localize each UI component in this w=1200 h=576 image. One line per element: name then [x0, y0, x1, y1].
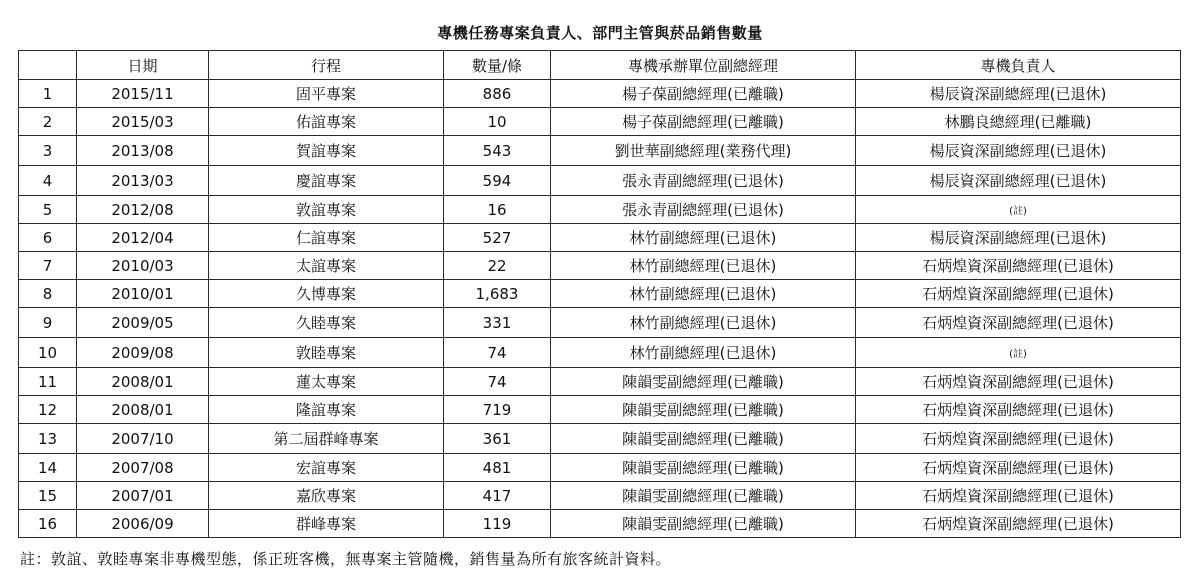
header-charter-lead: 專機負責人	[856, 51, 1181, 80]
date-cell: 2013/08	[77, 136, 209, 166]
quantity-cell: 119	[444, 510, 551, 538]
trip-cell: 嘉欣專案	[209, 482, 444, 510]
date-cell: 2012/04	[77, 224, 209, 252]
vice-president-cell: 陳韻雯副總經理(已離職)	[551, 482, 856, 510]
charter-lead-cell: 楊辰資深副總經理(已退休)	[856, 136, 1181, 166]
date-cell: 2009/05	[77, 308, 209, 338]
row-index-cell: 5	[19, 196, 77, 224]
date-cell: 2013/03	[77, 166, 209, 196]
charter-lead-cell: 林鵬良總經理(已離職)	[856, 108, 1181, 136]
charter-lead-cell: 楊辰資深副總經理(已退休)	[856, 224, 1181, 252]
table-row	[19, 510, 1181, 538]
vice-president-cell: 林竹副總經理(已退休)	[551, 280, 856, 308]
trip-cell: 久睦專案	[209, 308, 444, 338]
header-date: 日期	[77, 51, 209, 80]
date-cell: 2008/01	[77, 396, 209, 424]
quantity-cell: 886	[444, 80, 551, 108]
quantity-cell: 16	[444, 196, 551, 224]
quantity-cell: 719	[444, 396, 551, 424]
table-row	[19, 454, 1181, 482]
charter-lead-cell: 石炳煌資深副總經理(已退休)	[856, 368, 1181, 396]
vice-president-cell: 陳韻雯副總經理(已離職)	[551, 454, 856, 482]
row-index-cell: 14	[19, 454, 77, 482]
date-cell: 2007/08	[77, 454, 209, 482]
date-cell: 2007/01	[77, 482, 209, 510]
charter-lead-cell: (註)	[856, 338, 1181, 368]
table-row	[19, 224, 1181, 252]
row-index-cell: 15	[19, 482, 77, 510]
row-index-cell: 6	[19, 224, 77, 252]
vice-president-cell: 陳韻雯副總經理(已離職)	[551, 368, 856, 396]
row-index-cell: 2	[19, 108, 77, 136]
vice-president-cell: 劉世華副總經理(業務代理)	[551, 136, 856, 166]
date-cell: 2015/11	[77, 80, 209, 108]
quantity-cell: 74	[444, 368, 551, 396]
vice-president-cell: 楊子葆副總經理(已離職)	[551, 80, 856, 108]
header-trip: 行程	[209, 51, 444, 80]
quantity-cell: 10	[444, 108, 551, 136]
trip-cell: 敦睦專案	[209, 338, 444, 368]
charter-lead-cell: 楊辰資深副總經理(已退休)	[856, 166, 1181, 196]
footnote: 註：敦誼、敦睦專案非專機型態，係正班客機，無專案主管隨機，銷售量為所有旅客統計資料。	[20, 550, 672, 568]
charter-lead-cell: 石炳煌資深副總經理(已退休)	[856, 482, 1181, 510]
table-row	[19, 308, 1181, 338]
table-row	[19, 482, 1181, 510]
charter-lead-cell: 石炳煌資深副總經理(已退休)	[856, 510, 1181, 538]
quantity-cell: 1,683	[444, 280, 551, 308]
charter-lead-cell: (註)	[856, 196, 1181, 224]
vice-president-cell: 張永青副總經理(已退休)	[551, 196, 856, 224]
page-title: 專機任務專案負責人、部門主管與菸品銷售數量	[437, 24, 763, 42]
date-cell: 2010/03	[77, 252, 209, 280]
table-row	[19, 424, 1181, 454]
trip-cell: 仁誼專案	[209, 224, 444, 252]
charter-lead-cell: 石炳煌資深副總經理(已退休)	[856, 252, 1181, 280]
quantity-cell: 22	[444, 252, 551, 280]
trip-cell: 固平專案	[209, 80, 444, 108]
table-row	[19, 338, 1181, 368]
vice-president-cell: 楊子葆副總經理(已離職)	[551, 108, 856, 136]
trip-cell: 宏誼專案	[209, 454, 444, 482]
date-cell: 2012/08	[77, 196, 209, 224]
vice-president-cell: 林竹副總經理(已退休)	[551, 308, 856, 338]
vice-president-cell: 陳韻雯副總經理(已離職)	[551, 510, 856, 538]
row-index-cell: 12	[19, 396, 77, 424]
row-index-cell: 7	[19, 252, 77, 280]
trip-cell: 太誼專案	[209, 252, 444, 280]
trip-cell: 慶誼專案	[209, 166, 444, 196]
quantity-cell: 331	[444, 308, 551, 338]
quantity-cell: 527	[444, 224, 551, 252]
sales-table	[18, 50, 1181, 538]
vice-president-cell: 林竹副總經理(已退休)	[551, 338, 856, 368]
quantity-cell: 543	[444, 136, 551, 166]
vice-president-cell: 林竹副總經理(已退休)	[551, 252, 856, 280]
quantity-cell: 481	[444, 454, 551, 482]
table-row	[19, 252, 1181, 280]
table-row	[19, 136, 1181, 166]
quantity-cell: 74	[444, 338, 551, 368]
row-index-cell: 13	[19, 424, 77, 454]
trip-cell: 佑誼專案	[209, 108, 444, 136]
charter-lead-cell: 石炳煌資深副總經理(已退休)	[856, 280, 1181, 308]
date-cell: 2010/01	[77, 280, 209, 308]
header-quantity: 數量/條	[444, 51, 551, 80]
table-row	[19, 368, 1181, 396]
vice-president-cell: 陳韻雯副總經理(已離職)	[551, 396, 856, 424]
table-row	[19, 80, 1181, 108]
row-index-cell: 9	[19, 308, 77, 338]
trip-cell: 隆誼專案	[209, 396, 444, 424]
charter-lead-cell: 石炳煌資深副總經理(已退休)	[856, 454, 1181, 482]
vice-president-cell: 林竹副總經理(已退休)	[551, 224, 856, 252]
vice-president-cell: 張永青副總經理(已退休)	[551, 166, 856, 196]
charter-lead-cell: 石炳煌資深副總經理(已退休)	[856, 308, 1181, 338]
charter-lead-cell: 石炳煌資深副總經理(已退休)	[856, 396, 1181, 424]
date-cell: 2008/01	[77, 368, 209, 396]
trip-cell: 賀誼專案	[209, 136, 444, 166]
date-cell: 2007/10	[77, 424, 209, 454]
row-index-cell: 1	[19, 80, 77, 108]
trip-cell: 群峰專案	[209, 510, 444, 538]
charter-lead-cell: 石炳煌資深副總經理(已退休)	[856, 424, 1181, 454]
row-index-cell: 16	[19, 510, 77, 538]
table-header-row	[19, 51, 1181, 80]
date-cell: 2009/08	[77, 338, 209, 368]
date-cell: 2006/09	[77, 510, 209, 538]
row-index-cell: 8	[19, 280, 77, 308]
header-vice-president: 專機承辦單位副總經理	[551, 51, 856, 80]
trip-cell: 第二屆群峰專案	[209, 424, 444, 454]
row-index-cell: 11	[19, 368, 77, 396]
header-index	[19, 51, 77, 80]
vice-president-cell: 陳韻雯副總經理(已離職)	[551, 424, 856, 454]
row-index-cell: 3	[19, 136, 77, 166]
quantity-cell: 417	[444, 482, 551, 510]
trip-cell: 蓮太專案	[209, 368, 444, 396]
quantity-cell: 594	[444, 166, 551, 196]
table-row	[19, 108, 1181, 136]
table-row	[19, 196, 1181, 224]
table-row	[19, 166, 1181, 196]
trip-cell: 久博專案	[209, 280, 444, 308]
table-row	[19, 280, 1181, 308]
table-row	[19, 396, 1181, 424]
date-cell: 2015/03	[77, 108, 209, 136]
charter-lead-cell: 楊辰資深副總經理(已退休)	[856, 80, 1181, 108]
quantity-cell: 361	[444, 424, 551, 454]
row-index-cell: 10	[19, 338, 77, 368]
row-index-cell: 4	[19, 166, 77, 196]
trip-cell: 敦誼專案	[209, 196, 444, 224]
